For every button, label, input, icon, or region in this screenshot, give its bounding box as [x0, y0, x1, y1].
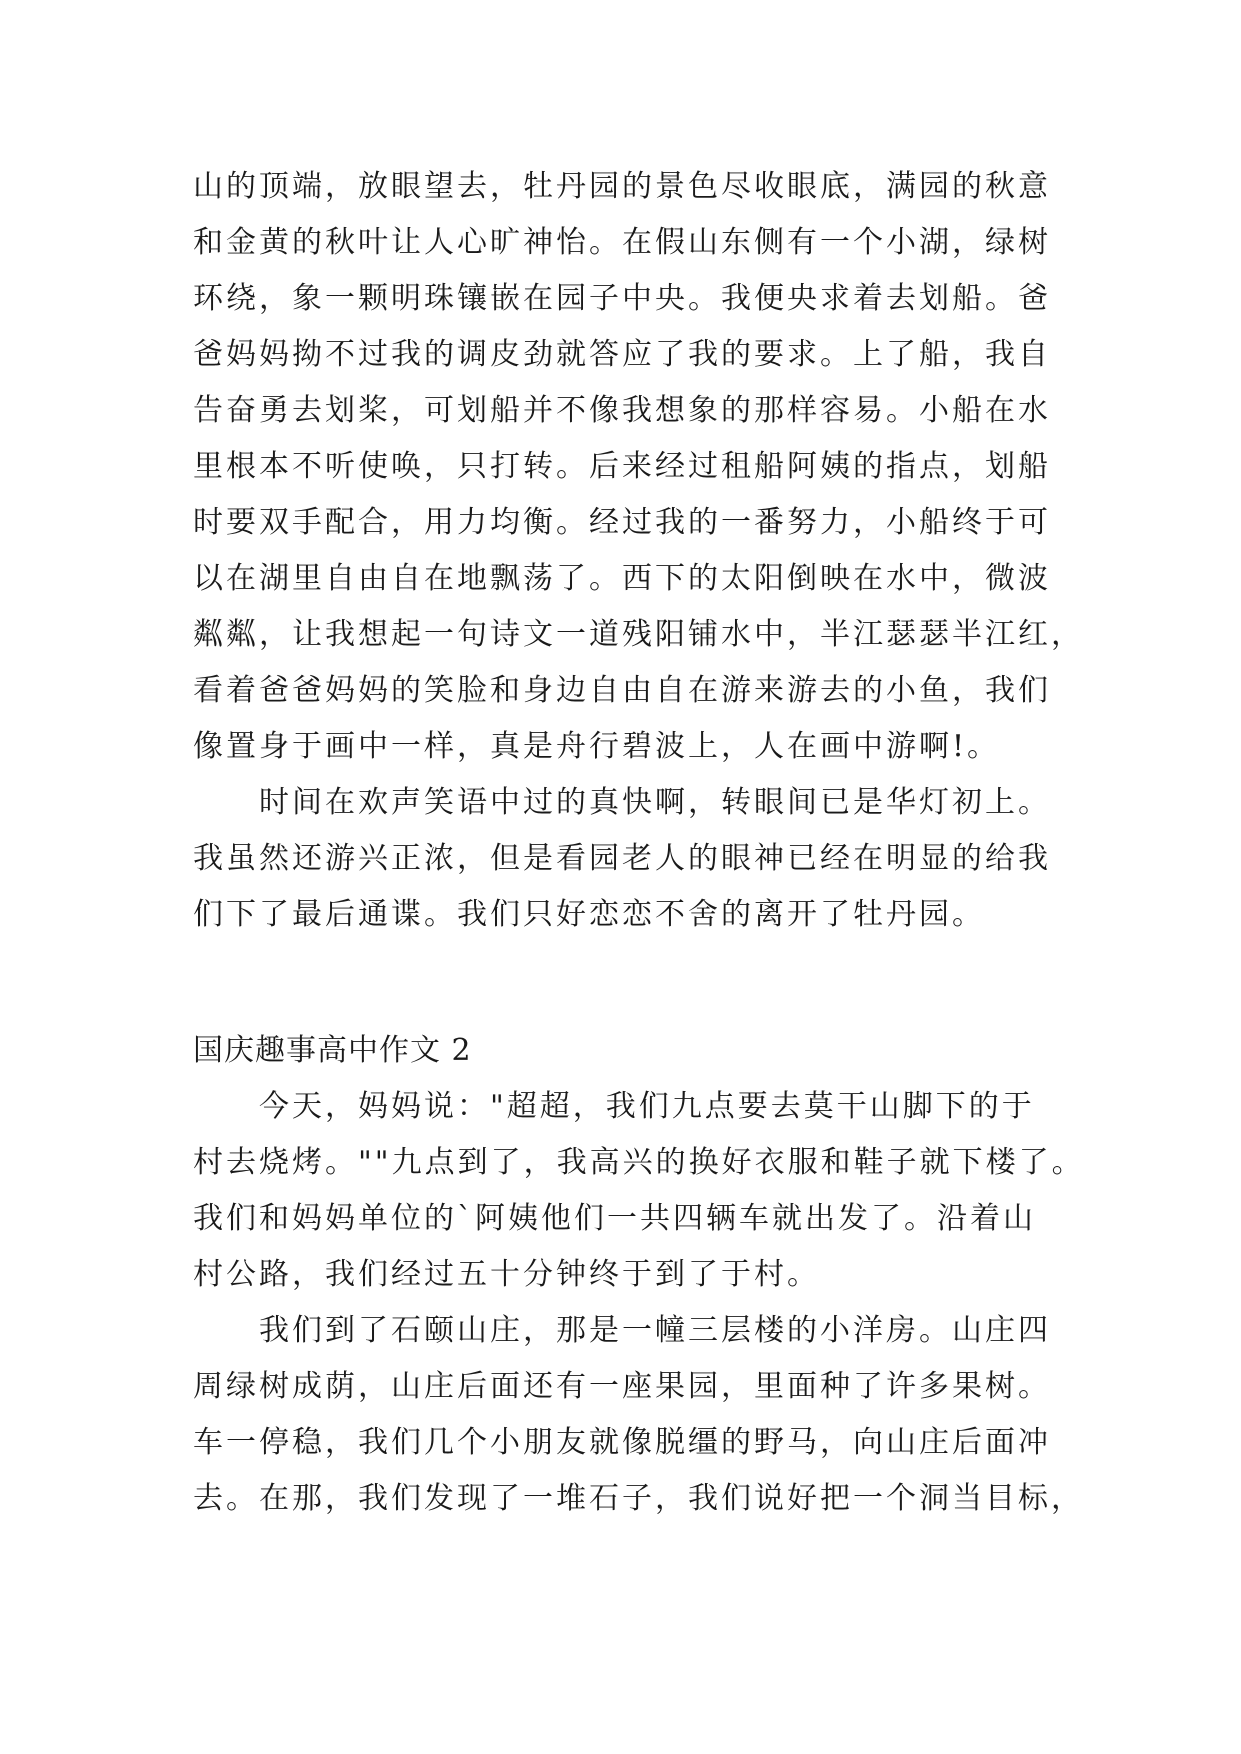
body-line: 车一停稳，我们几个小朋友就像脱缰的野马，向山庄后面冲	[193, 1425, 1051, 1460]
body-line: 周绿树成荫，山庄后面还有一座果园，里面种了许多果树。	[193, 1369, 1051, 1404]
body-line: 环绕，象一颗明珠镶嵌在园子中央。我便央求着去划船。爸	[193, 281, 1051, 316]
paragraph-start-line: 时间在欢声笑语中过的真快啊，转眼间已是华灯初上。	[193, 785, 1051, 820]
body-line: 以在湖里自由自在地飘荡了。西下的太阳倒映在水中，微波	[193, 561, 1051, 596]
paragraph-start-line: 今天，妈妈说："超超，我们九点要去莫干山脚下的于	[193, 1089, 1035, 1124]
paragraph-start-line: 我们到了石颐山庄，那是一幢三层楼的小洋房。山庄四	[193, 1313, 1051, 1348]
body-line: 我们和妈妈单位的`阿姨他们一共四辆车就出发了。沿着山	[193, 1201, 1036, 1236]
body-line: 爸妈妈拗不过我的调皮劲就答应了我的要求。上了船，我自	[193, 337, 1051, 372]
body-line: 山的顶端，放眼望去，牡丹园的景色尽收眼底，满园的秋意	[193, 169, 1051, 204]
body-line: 我虽然还游兴正浓，但是看园老人的眼神已经在明显的给我	[193, 841, 1051, 876]
body-line: 去。在那，我们发现了一堆石子，我们说好把一个洞当目标，	[193, 1481, 1084, 1516]
body-line: 们下了最后通谍。我们只好恋恋不舍的离开了牡丹园。	[193, 897, 985, 932]
body-line: 看着爸爸妈妈的笑脸和身边自由自在游来游去的小鱼，我们	[193, 673, 1051, 708]
body-line: 告奋勇去划桨，可划船并不像我想象的那样容易。小船在水	[193, 393, 1051, 428]
body-line: 粼粼，让我想起一句诗文一道残阳铺水中，半江瑟瑟半江红，	[193, 617, 1084, 652]
section-title: 国庆趣事高中作文 2	[193, 1033, 472, 1068]
body-line: 村去烧烤。""九点到了，我高兴的换好衣服和鞋子就下楼了。	[193, 1145, 1085, 1180]
body-line: 里根本不听使唤，只打转。后来经过租船阿姨的指点，划船	[193, 449, 1051, 484]
body-line: 和金黄的秋叶让人心旷神怡。在假山东侧有一个小湖，绿树	[193, 225, 1051, 260]
body-line: 像置身于画中一样，真是舟行碧波上，人在画中游啊!。	[193, 729, 1001, 764]
body-line: 村公路，我们经过五十分钟终于到了于村。	[193, 1257, 820, 1292]
body-line: 时要双手配合，用力均衡。经过我的一番努力，小船终于可	[193, 505, 1051, 540]
